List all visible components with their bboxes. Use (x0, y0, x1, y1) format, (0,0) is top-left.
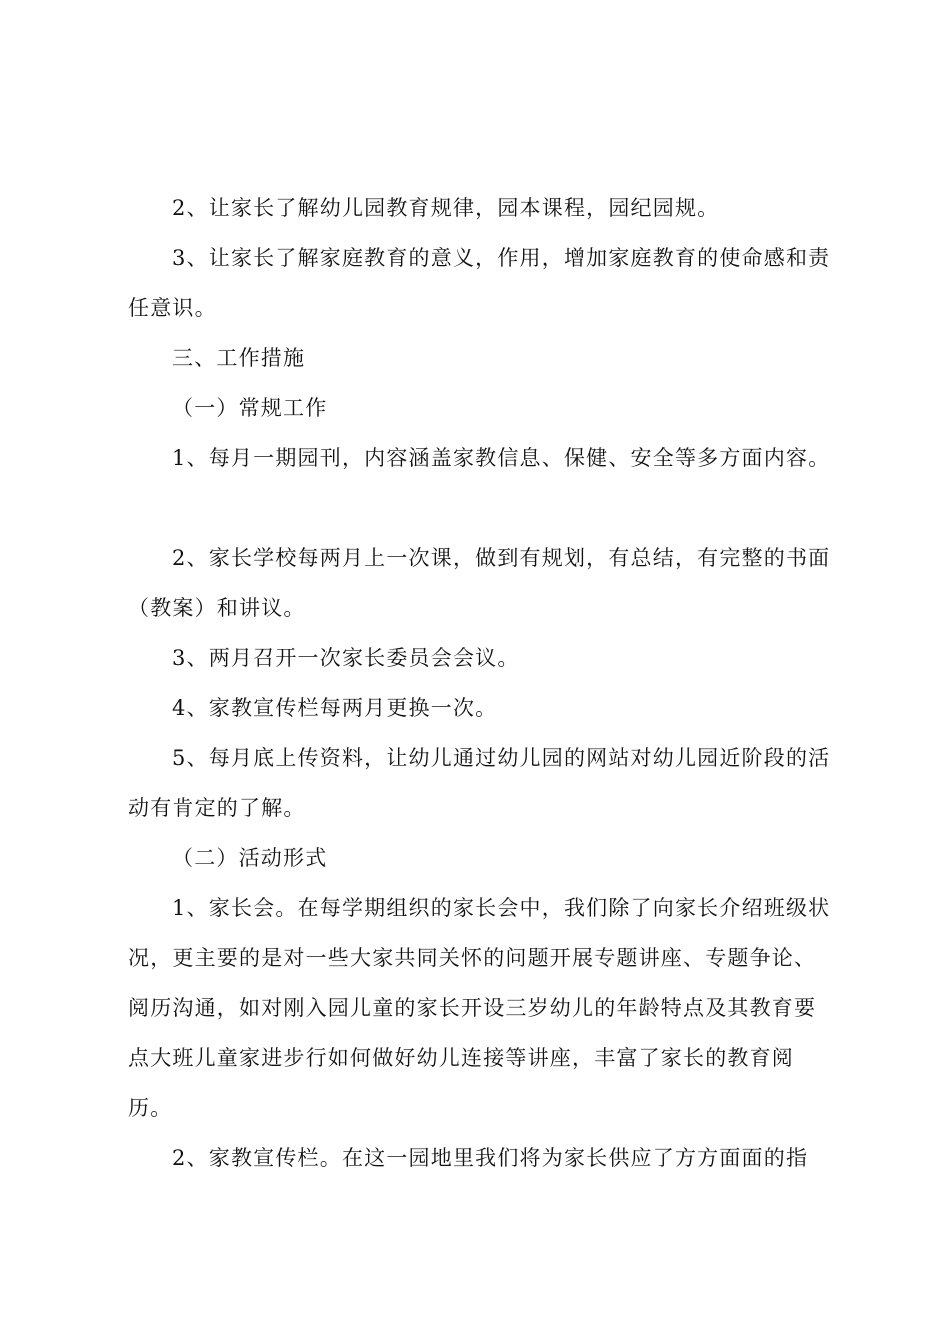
text-line: 任意识。 (128, 296, 217, 320)
text-line: 2、家教宣传栏。在这一园地里我们将为家长供应了方方面面的指 (172, 1146, 809, 1170)
text-line: 4、家教宣传栏每两月更换一次。 (172, 696, 498, 720)
section-heading: 三、工作措施 (172, 346, 306, 370)
text-line: 1、每月一期园刊，内容涵盖家教信息、保健、安全等多方面内容。 (172, 446, 831, 470)
text-line: 历。 (128, 1096, 173, 1120)
text-line: 1、家长会。在每学期组织的家长会中，我们除了向家长介绍班级状 (172, 896, 831, 920)
text-line: 3、两月召开一次家长委员会会议。 (172, 646, 520, 670)
text-line: 2、家长学校每两月上一次课，做到有规划，有总结，有完整的书面 (172, 546, 831, 570)
text-line: 点大班儿童家进步行如何做好幼儿连接等讲座，丰富了家长的教育阅 (128, 1046, 794, 1070)
text-line: 5、每月底上传资料，让幼儿通过幼儿园的网站对幼儿园近阶段的活 (172, 746, 831, 770)
text-line: 阅历沟通，如对刚入园儿童的家长开设三岁幼儿的年龄特点及其教育要 (128, 996, 817, 1020)
subsection-heading: （二）活动形式 (172, 846, 328, 870)
text-line: （教案）和讲议。 (128, 596, 306, 620)
text-line: 况，更主要的是对一些大家共同关怀的问题开展专题讲座、专题争论、 (128, 946, 817, 970)
text-line: 2、让家长了解幼儿园教育规律，园本课程，园纪园规。 (172, 196, 720, 220)
text-line: 动有肯定的了解。 (128, 796, 306, 820)
subsection-heading: （一）常规工作 (172, 396, 328, 420)
text-line: 3、让家长了解家庭教育的意义，作用，增加家庭教育的使命感和责 (172, 246, 831, 270)
